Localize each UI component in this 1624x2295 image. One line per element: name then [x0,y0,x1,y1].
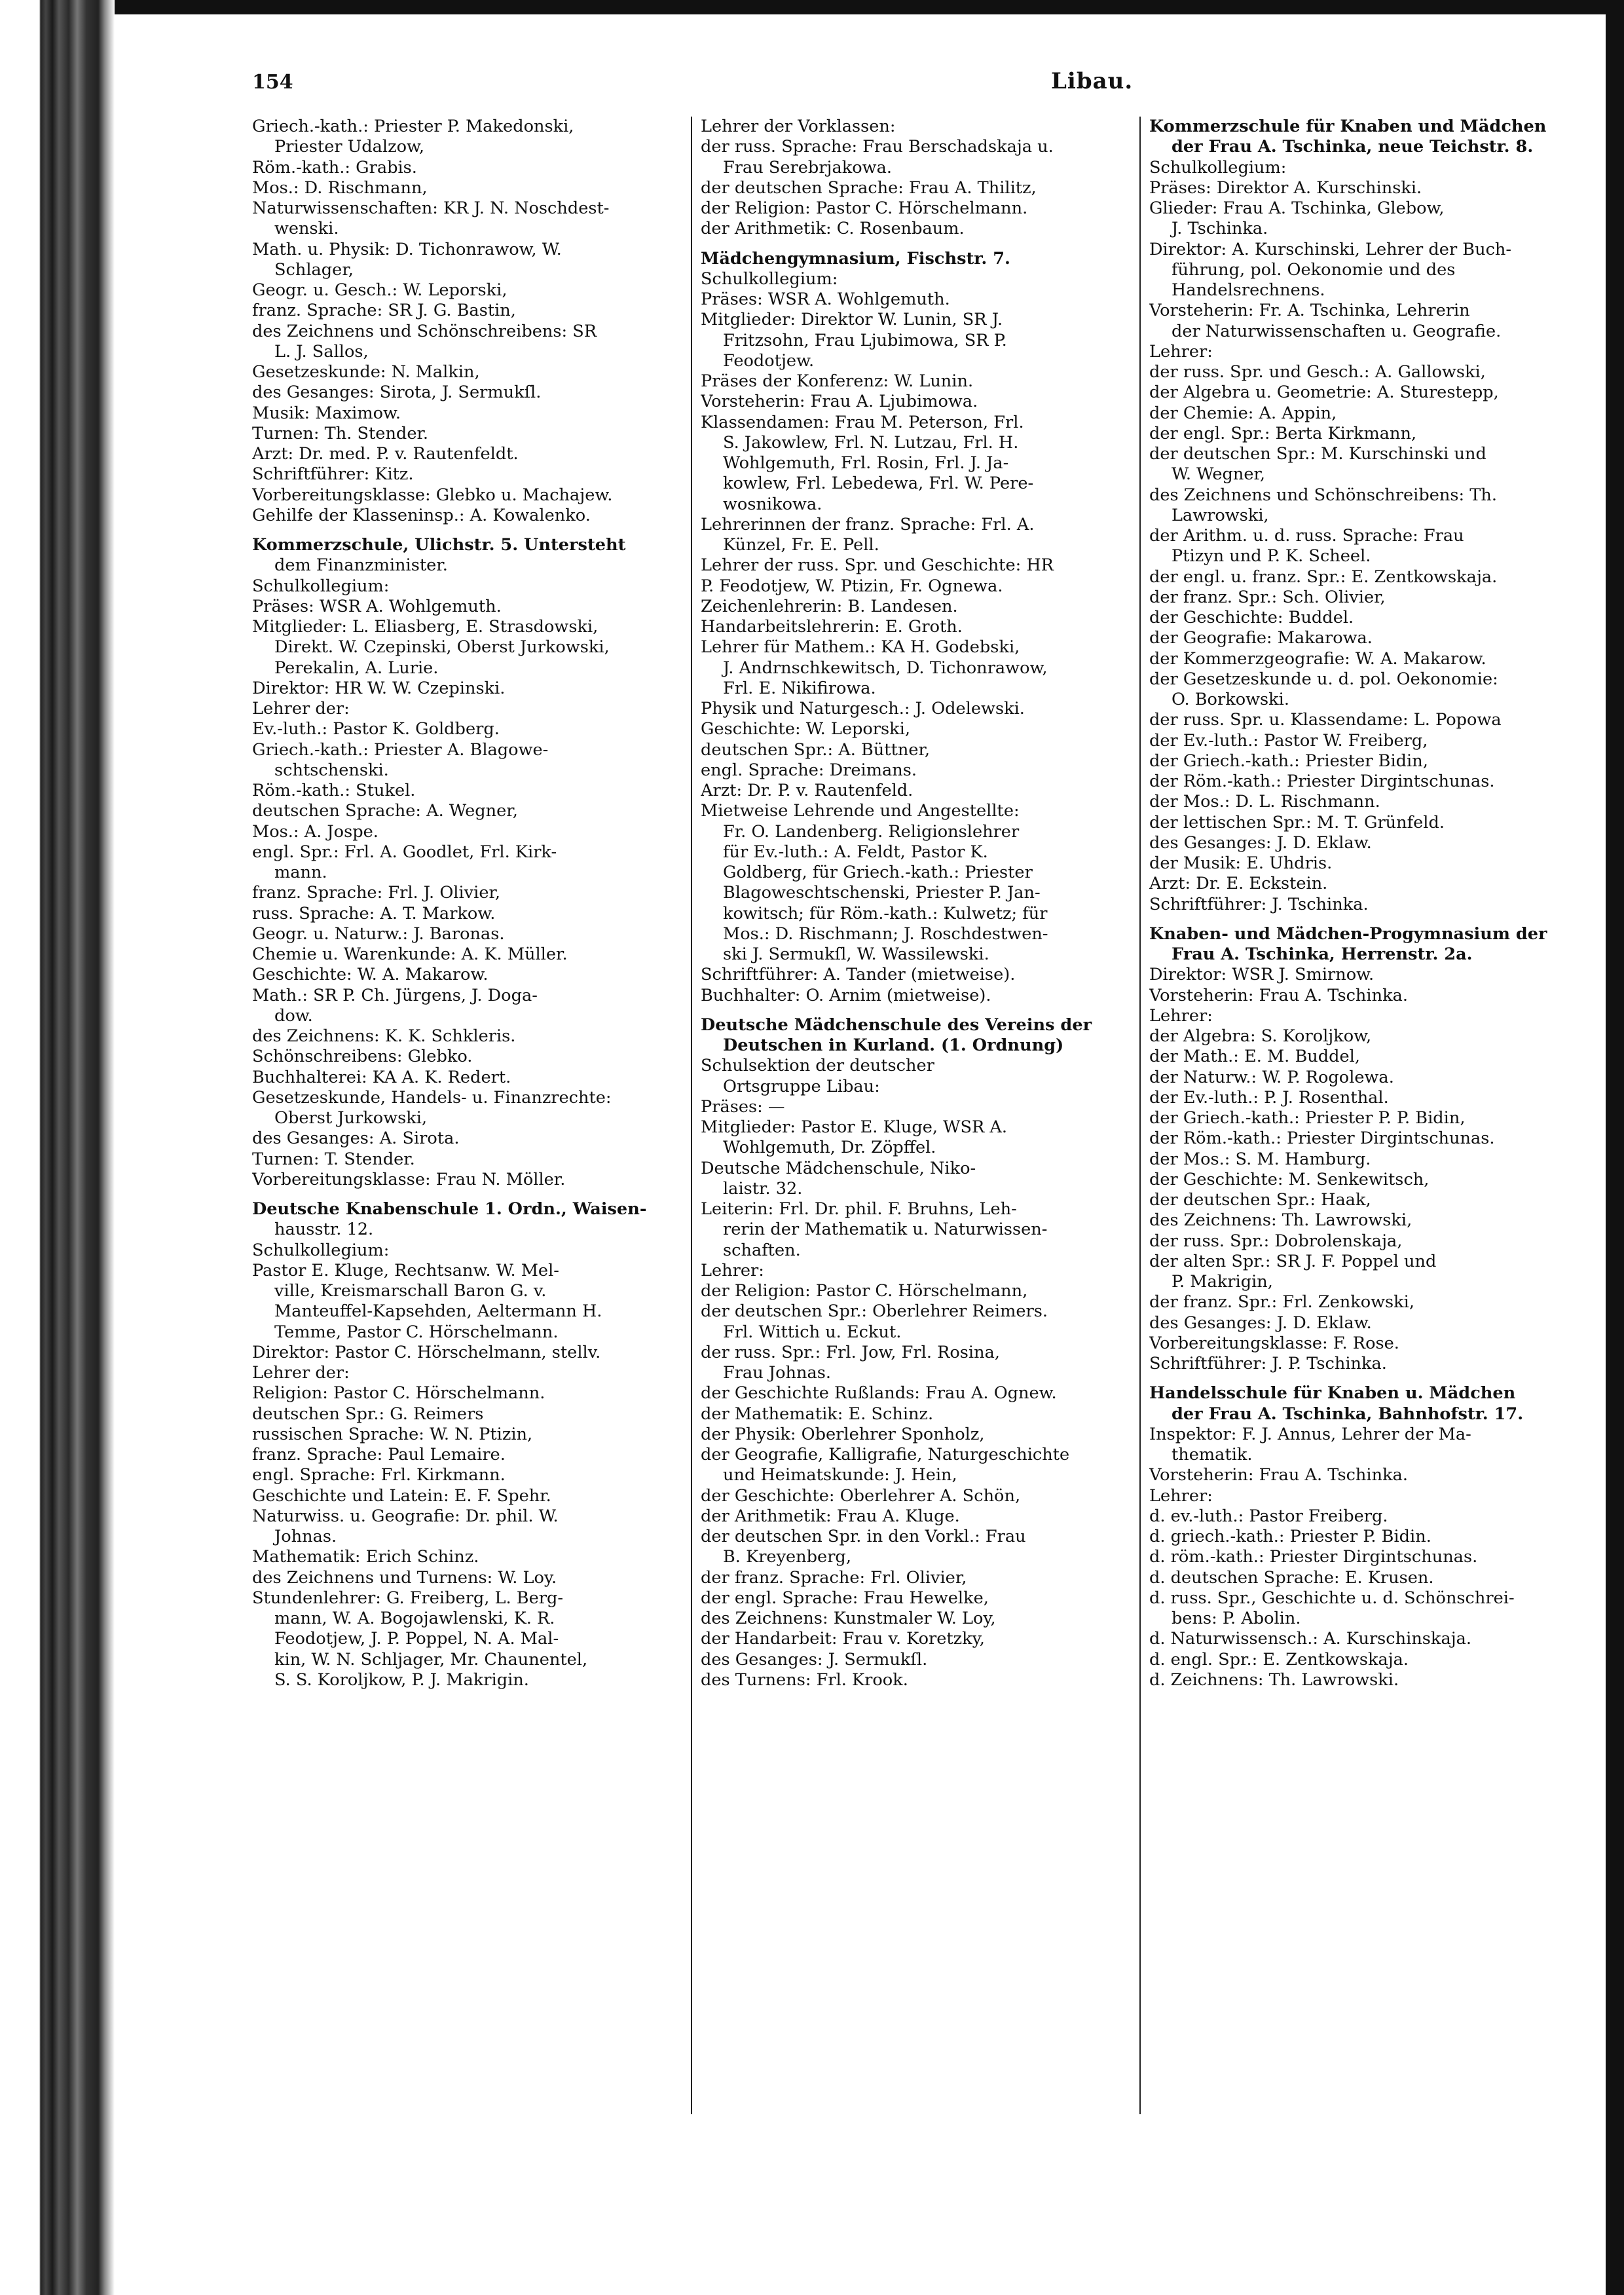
text-line: Mos.: D. Rischmann, [252,177,428,198]
text-line: Präses: Direktor A. Kurschinski. [1149,177,1422,198]
text-line: Naturwissenschaften: KR J. N. Noschdest- [252,198,610,218]
text-line: Handarbeitslehrerin: E. Groth. [701,617,963,637]
text-line: der engl. Spr.: Berta Kirkmann, [1149,423,1417,443]
text-line: der alten Spr.: SR J. F. Poppel und [1149,1251,1437,1271]
text-line: Mos.: D. Rischmann; J. Roschdestwen- [723,924,1048,944]
text-line: Röm.-kath.: Grabis. [252,157,417,177]
text-line: Religion: Pastor C. Hörschelmann. [252,1383,545,1404]
text-line: thematik. [1172,1445,1253,1465]
text-line: Lehrer der Vorklassen: [701,117,896,136]
text-line: kin, W. N. Schljager, Mr. Chaunentel, [274,1649,588,1670]
text-line: Mietweise Lehrende und Angestellte: [701,801,1020,821]
text-line: Präses: WSR A. Wohlgemuth. [252,596,502,616]
text-line: Schulkollegium: [252,576,390,596]
text-line: Klassendamen: Frau M. Peterson, Frl. [701,412,1024,432]
text-line: S. S. Koroljkow, P. J. Makrigin. [274,1670,529,1690]
text-line: Geogr. u. Gesch.: W. Leporski, [252,280,507,300]
text-line: der Math.: E. M. Buddel, [1149,1047,1360,1067]
text-line: der Chemie: A. Appin, [1149,403,1337,423]
text-line: dem Finanzminister. [274,555,448,576]
text-line: Frl. E. Nikifirowa. [723,678,876,698]
text-line: Vorbereitungsklasse: Frau N. Möller. [252,1169,566,1189]
text-line: Ortsgruppe Libau: [723,1076,880,1096]
text-line: Mitglieder: Direktor W. Lunin, SR J. [701,310,1003,330]
text-line: Mitglieder: L. Eliasberg, E. Strasdowski, [252,617,599,637]
text-line: Lehrer der: [252,1363,350,1383]
text-line: der lettischen Spr.: M. T. Grünfeld. [1149,812,1445,832]
text-line: Turnen: Th. Stender. [252,423,429,443]
text-line: Geschichte und Latein: E. F. Spehr. [252,1485,551,1506]
text-line: Arzt: Dr. P. v. Rautenfeld. [701,781,913,800]
text-line: Ev.-luth.: Pastor K. Goldberg. [252,719,500,739]
text-line: mann. [274,863,327,882]
text-line: Gesetzeskunde, Handels- u. Finanzrechte: [252,1087,612,1108]
text-line: Chemie u. Warenkunde: A. K. Müller. [252,944,568,964]
section-heading-line: der Frau A. Tschinka, neue Teichstr. 8. [1172,137,1534,157]
text-line: der Musik: E. Uhdris. [1149,853,1333,873]
text-line: J. Tschinka. [1172,219,1268,239]
text-column-3 [1149,117,1575,1690]
text-line: Oberst Jurkowski, [274,1108,428,1128]
text-line: des Gesanges: Sirota, J. Sermukſl. [252,382,542,403]
text-line: Präses: WSR A. Wohlgemuth. [701,289,950,309]
text-line: Musik: Maximow. [252,403,401,423]
text-line: Goldberg, für Griech.-kath.: Priester [723,863,1033,882]
text-line: hausstr. 12. [274,1220,374,1240]
text-line: der Naturwissenschaften u. Geografie. [1172,321,1502,341]
text-line: Direkt. W. Czepinski, Oberst Jurkowski, [274,637,610,658]
text-line: Wohlgemuth, Dr. Zöpffel. [723,1138,936,1158]
document-page [252,58,1595,2258]
text-line: Künzel, Fr. E. Pell. [723,535,879,555]
text-line: d. engl. Spr.: E. Zentkowskaja. [1149,1649,1409,1670]
text-line: des Zeichnens: Kunstmaler W. Loy, [701,1609,996,1628]
text-line: Lehrerinnen der franz. Sprache: Frl. A. [701,514,1035,534]
text-line: Schulkollegium: [252,1240,390,1260]
text-line: des Gesanges: J. Sermukſl. [701,1649,928,1670]
scan-right-border [1606,0,1624,2295]
text-line: Math. u. Physik: D. Tichonrawow, W. [252,239,562,259]
text-line: Geogr. u. Naturw.: J. Baronas. [252,924,505,944]
text-line: Geschichte: W. A. Makarow. [252,965,489,985]
text-line: Gesetzeskunde: N. Malkin, [252,362,480,382]
text-line: Ptizyn und P. K. Scheel. [1172,546,1371,567]
text-line: der Geografie: Makarowa. [1149,628,1373,648]
text-line: Buchhalter: O. Arnim (mietweise). [701,985,991,1005]
text-line: S. Jakowlew, Frl. N. Lutzau, Frl. H. [723,432,1019,453]
text-line: Deutsche Mädchenschule, Niko- [701,1158,976,1178]
column-rule-left [691,117,692,2114]
text-line: Lehrer: [1149,341,1213,362]
text-line: Math.: SR P. Ch. Jürgens, J. Doga- [252,985,538,1005]
text-line: der Arithm. u. d. russ. Sprache: Frau [1149,526,1464,546]
text-line: wosnikowa. [723,494,822,514]
text-line: der Physik: Oberlehrer Sponholz, [701,1424,985,1444]
section-heading-line: Kommerzschule, Ulichstr. 5. Untersteht [252,535,626,555]
text-line: Blagoweschtschenski, Priester P. Jan- [723,883,1041,903]
text-line: Schriftführer: Kitz. [252,464,414,485]
text-line: der Geschichte: Buddel. [1149,608,1354,627]
text-line: Vorbereitungsklasse: F. Rose. [1149,1333,1399,1353]
text-line: Handelsrechnens. [1172,280,1325,300]
text-line: engl. Spr.: Frl. A. Goodlet, Frl. Kirk- [252,842,557,862]
section-heading-line: Deutsche Mädchenschule des Vereins der [701,1015,1092,1035]
section-heading-line: Kommerzschule für Knaben und Mädchen [1149,117,1547,136]
page-number: 154 [252,71,293,94]
text-line: des Zeichnens und Schönschreibens: SR [252,321,597,341]
text-line: d. Zeichnens: Th. Lawrowski. [1149,1670,1399,1690]
text-line: der russ. Spr.: Frl. Jow, Frl. Rosina, [701,1342,1000,1362]
text-line: Frau Serebrjakowa. [723,157,892,177]
text-line: Wohlgemuth, Frl. Rosin, Frl. J. Ja- [723,453,1009,473]
text-line: Physik und Naturgesch.: J. Odelewski. [701,699,1025,718]
text-line: mann, W. A. Bogojawlenski, K. R. [274,1609,555,1628]
text-line: der Kommerzgeografie: W. A. Makarow. [1149,648,1486,669]
text-line: des Zeichnens: Th. Lawrowski, [1149,1210,1412,1231]
text-line: russ. Sprache: A. T. Markow. [252,903,496,924]
text-line: der Gesetzeskunde u. d. pol. Oekonomie: [1149,669,1498,689]
text-line: Vorsteherin: Frau A. Tschinka. [1149,1465,1408,1485]
text-line: d. deutschen Sprache: E. Krusen. [1149,1567,1434,1588]
scan-top-border [115,0,1624,14]
text-line: für Ev.-luth.: A. Feldt, Pastor K. [723,842,988,862]
text-line: deutschen Spr.: A. Büttner, [701,739,931,760]
text-line: Direktor: WSR J. Smirnow. [1149,965,1375,985]
text-line: Schönschreibens: Glebko. [252,1047,473,1067]
text-line: des Gesanges: J. D. Eklaw. [1149,832,1372,853]
text-line: und Heimatskunde: J. Hein, [723,1465,957,1485]
text-line: der Geschichte Rußlands: Frau A. Ognew. [701,1383,1057,1404]
text-line: der Geschichte: Oberlehrer A. Schön, [701,1485,1021,1506]
text-line: der Mos.: D. L. Rischmann. [1149,792,1380,812]
text-line: der Arithmetik: C. Rosenbaum. [701,219,965,239]
text-line: Lehrer: [701,1260,764,1280]
text-line: Griech.-kath.: Priester P. Makedonski, [252,117,574,136]
text-line: Direktor: HR W. W. Czepinski. [252,678,506,698]
section-heading-line: Frau A. Tschinka, Herrenstr. 2a. [1172,944,1473,964]
text-line: der Griech.-kath.: Priester P. P. Bidin, [1149,1108,1466,1128]
text-line: W. Wegner, [1172,464,1266,485]
text-line: Zeichenlehrerin: B. Landesen. [701,596,958,616]
text-line: der Mos.: S. M. Hamburg. [1149,1149,1371,1169]
text-line: der Röm.-kath.: Priester Dirgintschunas. [1149,772,1495,791]
text-line: P. Makrigin, [1172,1272,1273,1292]
text-line: Präses: — [701,1096,785,1117]
text-line: bens: P. Abolin. [1172,1609,1301,1628]
text-line: Gehilfe der Klasseninsp.: A. Kowalenko. [252,505,591,525]
text-line: Priester Udalzow, [274,137,425,157]
text-line: der franz. Spr.: Frl. Zenkowski, [1149,1292,1414,1313]
text-line: Vorsteherin: Frau A. Tschinka. [1149,985,1408,1005]
text-line: Röm.-kath.: Stukel. [252,781,416,800]
text-line: Schulkollegium: [1149,157,1287,177]
text-line: J. Andrnschkewitsch, D. Tichonrawow, [723,658,1048,678]
text-line: B. Kreyenberg, [723,1547,851,1567]
text-line: Frl. Wittich u. Eckut. [723,1322,902,1342]
section-heading-line: der Frau A. Tschinka, Bahnhofstr. 17. [1172,1404,1524,1424]
text-line: Feodotjew. [723,350,815,371]
column-rule-right [1139,117,1141,2114]
text-line: der Geografie, Kalligrafie, Naturgeschichte [701,1445,1070,1465]
text-line: d. röm.-kath.: Priester Dirgintschunas. [1149,1547,1478,1567]
text-line: der Geschichte: M. Senkewitsch, [1149,1169,1430,1189]
text-line: Arzt: Dr. E. Eckstein. [1149,874,1328,894]
text-line: deutschen Sprache: A. Wegner, [252,801,518,821]
text-line: der engl. u. franz. Spr.: E. Zentkowskaja. [1149,567,1498,587]
text-line: Glieder: Frau A. Tschinka, Glebow, [1149,198,1445,218]
text-line: wenski. [274,219,339,239]
text-line: Griech.-kath.: Priester A. Blagowe- [252,739,549,760]
text-line: engl. Sprache: Dreimans. [701,760,917,780]
text-line: schtschenski. [274,760,389,780]
text-line: der deutschen Spr. in den Vorkl.: Frau [701,1527,1026,1546]
text-line: Vorsteherin: Frau A. Ljubimowa. [701,392,978,412]
text-line: Temme, Pastor C. Hörschelmann. [274,1322,559,1342]
text-line: russischen Sprache: W. N. Ptizin, [252,1424,533,1444]
text-line: d. russ. Spr., Geschichte u. d. Schönschrei- [1149,1588,1515,1608]
text-line: d. ev.-luth.: Pastor Freiberg. [1149,1506,1388,1526]
text-line: der Mathematik: E. Schinz. [701,1404,934,1424]
text-line: des Turnens: Frl. Krook. [701,1670,908,1690]
text-line: laistr. 32. [723,1178,803,1199]
text-line: Schriftführer: J. Tschinka. [1149,894,1369,914]
text-line: der deutschen Spr.: Oberlehrer Reimers. [701,1301,1048,1322]
text-line: franz. Sprache: Frl. J. Olivier, [252,883,501,903]
text-line: der russ. Spr. und Gesch.: A. Gallowski, [1149,362,1486,382]
text-line: ville, Kreismarschall Baron G. v. [274,1281,547,1301]
text-line: Turnen: T. Stender. [252,1149,415,1169]
text-line: Lehrer der: [252,699,350,718]
text-line: Buchhalterei: KA A. K. Redert. [252,1067,511,1087]
section-heading-line: Handelsschule für Knaben u. Mädchen [1149,1383,1516,1404]
section-heading-line: Mädchengymnasium, Fischstr. 7. [701,248,1010,269]
text-column-1 [252,117,671,1690]
text-line: schaften. [723,1240,801,1260]
text-line: Lehrer: [1149,1485,1213,1506]
text-line: Vorbereitungsklasse: Glebko u. Machajew. [252,485,613,505]
text-line: der franz. Spr.: Sch. Olivier, [1149,587,1386,607]
text-line: Mitglieder: Pastor E. Kluge, WSR A. [701,1117,1008,1137]
text-line: führung, pol. Oekonomie und des [1172,259,1456,280]
text-line: Schriftführer: A. Tander (mietweise). [701,965,1016,985]
text-line: Johnas. [274,1527,337,1546]
text-line: P. Feodotjew, W. Ptizin, Fr. Ognewa. [701,576,1003,596]
text-line: der Röm.-kath.: Priester Dirgintschunas. [1149,1129,1495,1149]
text-line: Fr. O. Landenberg. Religionslehrer [723,821,1020,842]
text-line: der Religion: Pastor C. Hörschelmann, [701,1281,1028,1301]
text-line: kowlew, Frl. Lebedewa, Frl. W. Pere- [723,474,1034,494]
text-line: engl. Sprache: Frl. Kirkmann. [252,1465,506,1485]
text-line: Geschichte: W. Leporski, [701,719,910,739]
text-line: des Gesanges: A. Sirota. [252,1129,460,1149]
text-line: der Naturw.: W. P. Rogolewa. [1149,1067,1394,1087]
text-line: der Ev.-luth.: P. J. Rosenthal. [1149,1087,1389,1108]
text-line: Lawrowski, [1172,505,1269,525]
text-line: der deutschen Sprache: Frau A. Thilitz, [701,177,1037,198]
text-line: Schulsektion der deutscher [701,1056,934,1076]
text-line: der Arithmetik: Frau A. Kluge. [701,1506,960,1526]
text-line: Schriftführer: J. P. Tschinka. [1149,1354,1387,1373]
text-line: Mathematik: Erich Schinz. [252,1547,479,1567]
text-line: der franz. Sprache: Frl. Olivier, [701,1567,967,1588]
text-line: rerin der Mathematik u. Naturwissen- [723,1220,1048,1240]
text-line: franz. Sprache: Paul Lemaire. [252,1445,506,1465]
text-column-2 [701,117,1120,1690]
text-line: des Zeichnens und Turnens: W. Loy. [252,1567,557,1588]
text-line: der russ. Sprache: Frau Berschadskaja u. [701,137,1054,157]
text-line: des Zeichnens und Schönschreibens: Th. [1149,485,1497,505]
text-line: Fritzsohn, Frau Ljubimowa, SR P. [723,330,1007,350]
text-line: Manteuffel-Kapsehden, Aeltermann H. [274,1301,602,1322]
text-line: der engl. Sprache: Frau Hewelke, [701,1588,989,1608]
book-binding-edge [0,0,115,2295]
text-line: der Handarbeit: Frau v. Koretzky, [701,1629,985,1649]
text-line: Schulkollegium: [701,269,838,289]
text-line: Mos.: A. Jospe. [252,821,378,842]
text-line: Lehrer der russ. Spr. und Geschichte: HR [701,555,1054,576]
running-title: Libau. [1051,68,1134,94]
text-line: Direktor: Pastor C. Hörschelmann, stellv. [252,1342,601,1362]
text-line: deutschen Spr.: G. Reimers [252,1404,484,1424]
text-line: Frau Johnas. [723,1363,832,1383]
text-line: d. griech.-kath.: Priester P. Bidin. [1149,1527,1431,1546]
text-line: kowitsch; für Röm.-kath.: Kulwetz; für [723,903,1048,924]
text-line: des Gesanges: J. D. Eklaw. [1149,1313,1372,1333]
section-heading-line: Deutschen in Kurland. (1. Ordnung) [723,1036,1064,1055]
text-line: der deutschen Spr.: M. Kurschinski und [1149,444,1486,464]
section-heading-line: Knaben- und Mädchen-Progymnasium der [1149,924,1547,944]
text-line: Perekalin, A. Lurie. [274,658,439,678]
text-line: d. Naturwissensch.: A. Kurschinskaja. [1149,1629,1472,1649]
text-line: der Griech.-kath.: Priester Bidin, [1149,751,1428,771]
text-line: Arzt: Dr. med. P. v. Rautenfeldt. [252,444,519,464]
text-line: ski J. Sermukſl, W. Wassilewski. [723,944,989,964]
text-line: Präses der Konferenz: W. Lunin. [701,371,974,391]
text-line: der Algebra u. Geometrie: A. Sturestepp, [1149,382,1499,403]
text-line: Lehrer für Mathem.: KA H. Godebski, [701,637,1020,658]
text-line: L. J. Sallos, [274,341,369,362]
text-line: Feodotjew, J. P. Poppel, N. A. Mal- [274,1629,559,1649]
text-line: O. Borkowski. [1172,690,1289,709]
text-line: Lehrer: [1149,1005,1213,1026]
text-line: Vorsteherin: Fr. A. Tschinka, Lehrerin [1149,301,1470,321]
text-line: der deutschen Spr.: Haak, [1149,1190,1371,1210]
text-line: der Algebra: S. Koroljkow, [1149,1026,1372,1046]
text-line: Stundenlehrer: G. Freiberg, L. Berg- [252,1588,564,1608]
text-line: Naturwiss. u. Geografie: Dr. phil. W. [252,1506,559,1526]
text-line: der russ. Spr. u. Klassendame: L. Popowa [1149,710,1502,730]
text-line: franz. Sprache: SR J. G. Bastin, [252,301,516,321]
text-line: Inspektor: F. J. Annus, Lehrer der Ma- [1149,1424,1471,1444]
text-line: Pastor E. Kluge, Rechtsanw. W. Mel- [252,1260,559,1280]
text-line: der russ. Spr.: Dobrolenskaja, [1149,1231,1403,1251]
section-heading-line: Deutsche Knabenschule 1. Ordn., Waisen- [252,1199,647,1219]
text-line: des Zeichnens: K. K. Schkleris. [252,1026,516,1046]
text-line: Schlager, [274,259,354,280]
text-line: der Ev.-luth.: Pastor W. Freiberg, [1149,730,1428,751]
text-line: Leiterin: Frl. Dr. phil. F. Bruhns, Leh- [701,1199,1017,1219]
text-line: dow. [274,1005,313,1026]
text-line: Direktor: A. Kurschinski, Lehrer der Buch- [1149,239,1512,259]
text-line: der Religion: Pastor C. Hörschelmann. [701,198,1028,218]
page-header [252,58,1595,103]
